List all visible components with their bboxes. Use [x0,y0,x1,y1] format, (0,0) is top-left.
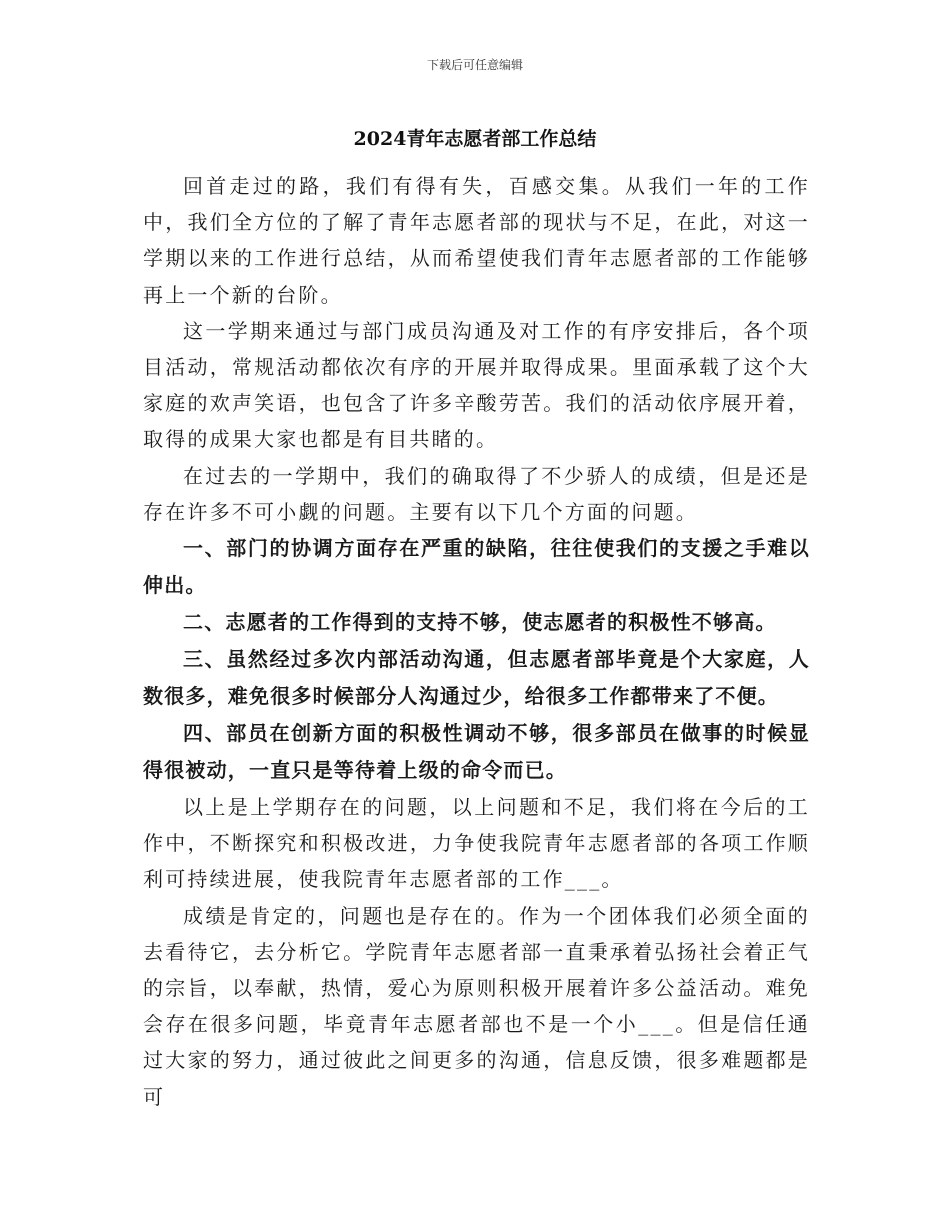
issue-2: 二、志愿者的工作得到的支持不够，使志愿者的积极性不够高。 [183,610,777,635]
issue-1: 一、部门的协调方面存在严重的缺陷，往往使我们的支援之手难以伸出。 [143,536,810,598]
document-body [143,168,810,1115]
document-title: 2024青年志愿者部工作总结 [353,128,597,150]
issue-4: 四、部员在创新方面的积极性调动不够，很多部员在做事的时候显得很被动，一直只是等待着上级的命令而已。 [143,721,810,783]
paragraph-5: 成绩是肯定的，问题也是存在的。作为一个团体我们必须全面的去看待它，去分析它。学院青年志愿者部一直秉承着弘扬社会着正气的宗旨，以奉献，热情，爱心为原则积极开展着许多公益活动。难免会存在很多问题，毕竟青年志愿者部也不是一个小___。但是信任通过大家的努力，通过彼此之间更多的沟通，信息反馈，很多难题都是可 [143,903,810,1109]
header-note: 下载后可任意编辑 [426,58,523,72]
paragraph-4: 以上是上学期存在的问题，以上问题和不足，我们将在今后的工作中，不断探究和积极改进，力争使我院青年志愿者部的各项工作顺利可持续进展，使我院青年志愿者部的工作___。 [143,795,810,892]
issue-3: 三、虽然经过多次内部活动沟通，但志愿者部毕竟是个大家庭，人数很多，难免很多时候部分人沟通过少，给很多工作都带来了不便。 [143,647,810,709]
paragraph-2: 这一学期来通过与部门成员沟通及对工作的有序安排后，各个项目活动，常规活动都依次有序的开展并取得成果。里面承载了这个大家庭的欢声笑语，也包含了许多辛酸劳苦。我们的活动依序展开着，取得的成果大家也都是有目共睹的。 [143,318,810,452]
paragraph-3: 在过去的一学期中，我们的确取得了不少骄人的成绩，但是还是存在许多不可小觑的问题。主要有以下几个方面的问题。 [143,463,810,524]
paragraph-1: 回首走过的路，我们有得有失，百感交集。从我们一年的工作中，我们全方位的了解了青年志愿者部的现状与不足，在此，对这一学期以来的工作进行总结，从而希望使我们青年志愿者部的工作能够再上一个新的台阶。 [143,174,810,307]
